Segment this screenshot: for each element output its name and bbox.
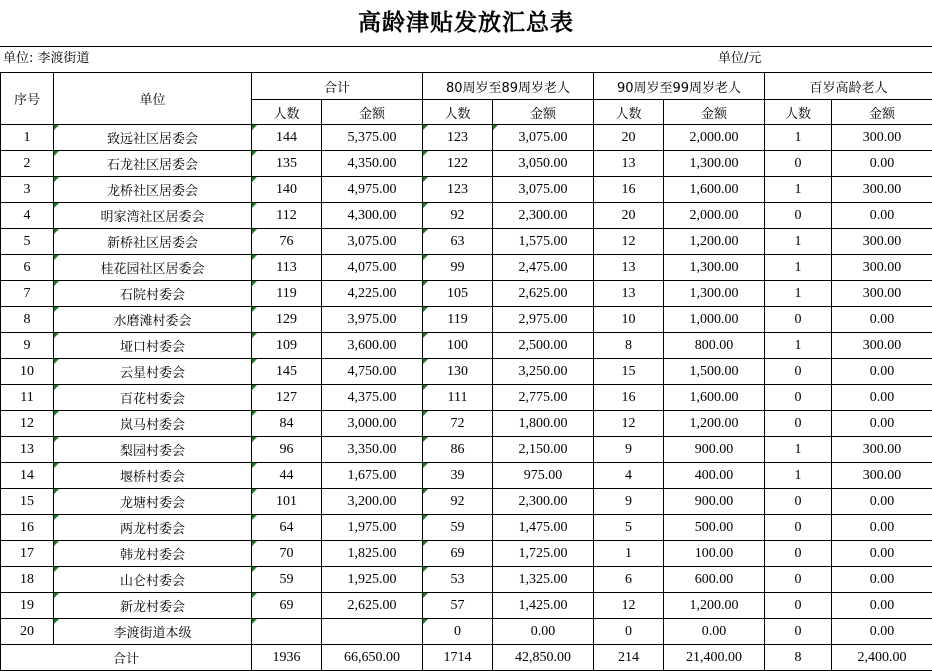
- cell-group90-persons[interactable]: 13: [594, 151, 664, 177]
- cell-group80-amount[interactable]: 3,250.00: [493, 359, 594, 385]
- cell-group90-amount[interactable]: 1,300.00: [664, 151, 765, 177]
- cell-total-persons[interactable]: 135: [252, 151, 322, 177]
- cell-group90-amount[interactable]: 500.00: [664, 515, 765, 541]
- cell-unit[interactable]: 百花村委会: [54, 385, 252, 411]
- cell-group80-amount[interactable]: 42,850.00: [493, 645, 594, 671]
- header-total[interactable]: 合计: [252, 73, 423, 100]
- header-group90[interactable]: 90周岁至99周岁老人: [594, 73, 765, 100]
- cell-seq[interactable]: 17: [1, 541, 54, 567]
- cell-group100-persons[interactable]: 1: [765, 463, 832, 489]
- cell-group100-amount[interactable]: 0.00: [832, 359, 932, 385]
- cell-group90-amount[interactable]: 1,600.00: [664, 177, 765, 203]
- cell-group90-persons[interactable]: 12: [594, 411, 664, 437]
- header-group80[interactable]: 80周岁至89周岁老人: [423, 73, 594, 100]
- table-row: [1, 125, 932, 151]
- cell-unit[interactable]: 石龙社区居委会: [54, 151, 252, 177]
- cell-group100-persons[interactable]: 0: [765, 385, 832, 411]
- cell-total-amount[interactable]: 4,300.00: [322, 203, 423, 229]
- cell-group90-amount[interactable]: 21,400.00: [664, 645, 765, 671]
- cell-group100-amount[interactable]: 0.00: [832, 307, 932, 333]
- cell-group100-amount[interactable]: 300.00: [832, 333, 932, 359]
- header-group100-amount[interactable]: 金额: [832, 100, 932, 125]
- cell-group100-persons[interactable]: 0: [765, 541, 832, 567]
- cell-group100-persons[interactable]: 8: [765, 645, 832, 671]
- cell-total-persons[interactable]: 69: [252, 593, 322, 619]
- table-row: [1, 281, 932, 307]
- cell-seq[interactable]: 10: [1, 359, 54, 385]
- cell-group100-persons[interactable]: 1: [765, 437, 832, 463]
- cell-group80-persons[interactable]: 123: [423, 125, 493, 151]
- cell-group80-amount[interactable]: 1,425.00: [493, 593, 594, 619]
- cell-group80-persons[interactable]: 111: [423, 385, 493, 411]
- cell-group90-amount[interactable]: 900.00: [664, 489, 765, 515]
- cell-group100-persons[interactable]: 1: [765, 255, 832, 281]
- cell-unit[interactable]: 致远社区居委会: [54, 125, 252, 151]
- cell-total-persons[interactable]: 119: [252, 281, 322, 307]
- header-group90-amount[interactable]: 金额: [664, 100, 765, 125]
- cell-group80-persons[interactable]: 99: [423, 255, 493, 281]
- cell-group80-persons[interactable]: 130: [423, 359, 493, 385]
- cell-unit[interactable]: 岚马村委会: [54, 411, 252, 437]
- cell-unit[interactable]: 新龙村委会: [54, 593, 252, 619]
- header-group100-persons[interactable]: 人数: [765, 100, 832, 125]
- table-row: [1, 177, 932, 203]
- cell-seq[interactable]: 9: [1, 333, 54, 359]
- cell-group90-amount[interactable]: 1,200.00: [664, 593, 765, 619]
- cell-seq[interactable]: 5: [1, 229, 54, 255]
- cell-group90-amount[interactable]: 600.00: [664, 567, 765, 593]
- cell-group100-amount[interactable]: 0.00: [832, 203, 932, 229]
- header-group100[interactable]: 百岁高龄老人: [765, 73, 932, 100]
- cell-total-persons[interactable]: 64: [252, 515, 322, 541]
- cell-total-persons[interactable]: 109: [252, 333, 322, 359]
- table-row: [1, 411, 932, 437]
- cell-group90-amount[interactable]: 1,200.00: [664, 411, 765, 437]
- cell-group90-persons[interactable]: 12: [594, 593, 664, 619]
- cell-group90-persons[interactable]: 1: [594, 541, 664, 567]
- cell-group90-persons[interactable]: 20: [594, 125, 664, 151]
- cell-seq[interactable]: 7: [1, 281, 54, 307]
- cell-group100-persons[interactable]: 0: [765, 567, 832, 593]
- cell-group100-amount[interactable]: 0.00: [832, 151, 932, 177]
- table-row: [1, 229, 932, 255]
- cell-total-amount[interactable]: 3,600.00: [322, 333, 423, 359]
- cell-group90-amount[interactable]: 2,000.00: [664, 203, 765, 229]
- cell-group90-amount[interactable]: 1,300.00: [664, 281, 765, 307]
- total-row: [1, 645, 932, 671]
- cell-group100-amount[interactable]: 0.00: [832, 541, 932, 567]
- cell-total-amount[interactable]: 4,375.00: [322, 385, 423, 411]
- cell-group90-persons[interactable]: 16: [594, 177, 664, 203]
- cell-seq[interactable]: 6: [1, 255, 54, 281]
- cell-unit[interactable]: 梨园村委会: [54, 437, 252, 463]
- cell-group80-persons[interactable]: 119: [423, 307, 493, 333]
- cell-seq[interactable]: 11: [1, 385, 54, 411]
- cell-group80-persons[interactable]: 63: [423, 229, 493, 255]
- cell-group90-amount[interactable]: 800.00: [664, 333, 765, 359]
- header-total-amount[interactable]: 金额: [322, 100, 423, 125]
- cell-seq[interactable]: 4: [1, 203, 54, 229]
- header-unit[interactable]: 单位: [54, 73, 252, 125]
- cell-total-amount[interactable]: 4,075.00: [322, 255, 423, 281]
- cell-group80-amount[interactable]: 2,475.00: [493, 255, 594, 281]
- cell-total-amount[interactable]: 3,075.00: [322, 229, 423, 255]
- cell-total-persons[interactable]: 101: [252, 489, 322, 515]
- cell-group80-amount[interactable]: 1,325.00: [493, 567, 594, 593]
- cell-group90-persons[interactable]: 6: [594, 567, 664, 593]
- cell-group80-persons[interactable]: 72: [423, 411, 493, 437]
- cell-group100-amount[interactable]: 300.00: [832, 281, 932, 307]
- table-row: [1, 307, 932, 333]
- cell-unit[interactable]: 龙塘村委会: [54, 489, 252, 515]
- table-row: [1, 333, 932, 359]
- table-row: [1, 541, 932, 567]
- cell-group100-persons[interactable]: 0: [765, 515, 832, 541]
- unit-label-right: 单位/元: [718, 51, 762, 66]
- cell-group80-amount[interactable]: 2,300.00: [493, 489, 594, 515]
- table-row: [1, 593, 932, 619]
- cell-unit[interactable]: 水磨滩村委会: [54, 307, 252, 333]
- cell-group100-persons[interactable]: 1: [765, 281, 832, 307]
- cell-group90-amount[interactable]: 1,300.00: [664, 255, 765, 281]
- cell-group90-amount[interactable]: 400.00: [664, 463, 765, 489]
- cell-group90-persons[interactable]: 20: [594, 203, 664, 229]
- cell-group100-persons[interactable]: 0: [765, 619, 832, 645]
- cell-group100-amount[interactable]: 0.00: [832, 567, 932, 593]
- cell-group80-persons[interactable]: 122: [423, 151, 493, 177]
- cell-group90-amount[interactable]: 100.00: [664, 541, 765, 567]
- cell-group80-amount[interactable]: 1,575.00: [493, 229, 594, 255]
- cell-unit[interactable]: 新桥社区居委会: [54, 229, 252, 255]
- cell-total-amount[interactable]: 1,675.00: [322, 463, 423, 489]
- cell-seq[interactable]: 15: [1, 489, 54, 515]
- table-row: [1, 359, 932, 385]
- cell-total-persons[interactable]: 84: [252, 411, 322, 437]
- cell-total-amount[interactable]: 1,925.00: [322, 567, 423, 593]
- cell-group80-amount[interactable]: 3,050.00: [493, 151, 594, 177]
- cell-total-persons[interactable]: 1936: [252, 645, 322, 671]
- cell-group100-amount[interactable]: 2,400.00: [832, 645, 932, 671]
- cell-total-amount[interactable]: 5,375.00: [322, 125, 423, 151]
- cell-group80-amount[interactable]: 1,475.00: [493, 515, 594, 541]
- cell-group80-amount[interactable]: 1,800.00: [493, 411, 594, 437]
- cell-group80-persons[interactable]: 59: [423, 515, 493, 541]
- cell-seq[interactable]: 16: [1, 515, 54, 541]
- header-group80-amount[interactable]: 金额: [493, 100, 594, 125]
- table-row: [1, 203, 932, 229]
- cell-group80-persons[interactable]: 57: [423, 593, 493, 619]
- cell-unit[interactable]: 龙桥社区居委会: [54, 177, 252, 203]
- cell-seq[interactable]: 2: [1, 151, 54, 177]
- cell-group90-amount[interactable]: 0.00: [664, 619, 765, 645]
- cell-group80-amount[interactable]: 3,075.00: [493, 125, 594, 151]
- table-row: [1, 437, 932, 463]
- cell-total-amount[interactable]: 4,350.00: [322, 151, 423, 177]
- cell-group100-persons[interactable]: 0: [765, 411, 832, 437]
- cell-group100-amount[interactable]: 300.00: [832, 177, 932, 203]
- cell-seq[interactable]: 14: [1, 463, 54, 489]
- cell-total-persons[interactable]: 59: [252, 567, 322, 593]
- cell-total-persons[interactable]: 127: [252, 385, 322, 411]
- cell-group100-persons[interactable]: 0: [765, 203, 832, 229]
- cell-group100-amount[interactable]: 300.00: [832, 255, 932, 281]
- cell-group90-persons[interactable]: 8: [594, 333, 664, 359]
- cell-group100-persons[interactable]: 0: [765, 307, 832, 333]
- cell-group90-persons[interactable]: 15: [594, 359, 664, 385]
- cell-total-amount[interactable]: 1,825.00: [322, 541, 423, 567]
- cell-group90-persons[interactable]: 4: [594, 463, 664, 489]
- cell-group80-persons[interactable]: 86: [423, 437, 493, 463]
- header-group80-persons[interactable]: 人数: [423, 100, 493, 125]
- cell-unit[interactable]: 桂花园社区居委会: [54, 255, 252, 281]
- table-row: [1, 255, 932, 281]
- cell-group80-persons[interactable]: 53: [423, 567, 493, 593]
- cell-total-persons[interactable]: 70: [252, 541, 322, 567]
- cell-group100-persons[interactable]: 1: [765, 125, 832, 151]
- cell-group100-persons[interactable]: 0: [765, 359, 832, 385]
- cell-seq[interactable]: 1: [1, 125, 54, 151]
- cell-total-amount[interactable]: 3,200.00: [322, 489, 423, 515]
- cell-group100-amount[interactable]: 0.00: [832, 411, 932, 437]
- cell-group80-persons[interactable]: 92: [423, 203, 493, 229]
- cell-total-persons[interactable]: 145: [252, 359, 322, 385]
- cell-group80-amount[interactable]: 3,075.00: [493, 177, 594, 203]
- cell-group80-amount[interactable]: 1,725.00: [493, 541, 594, 567]
- cell-total-label[interactable]: 合计: [1, 645, 252, 671]
- cell-unit[interactable]: 李渡街道本级: [54, 619, 252, 645]
- table-row: [1, 619, 932, 645]
- cell-group90-amount[interactable]: 1,000.00: [664, 307, 765, 333]
- cell-seq[interactable]: 20: [1, 619, 54, 645]
- cell-group90-persons[interactable]: 13: [594, 281, 664, 307]
- table-row: [1, 567, 932, 593]
- cell-group90-persons[interactable]: 214: [594, 645, 664, 671]
- cell-group90-amount[interactable]: 1,500.00: [664, 359, 765, 385]
- cell-group80-persons[interactable]: 39: [423, 463, 493, 489]
- cell-total-amount[interactable]: 3,975.00: [322, 307, 423, 333]
- cell-group80-persons[interactable]: 69: [423, 541, 493, 567]
- cell-unit[interactable]: 山仑村委会: [54, 567, 252, 593]
- cell-total-amount[interactable]: 3,000.00: [322, 411, 423, 437]
- cell-group90-amount[interactable]: 1,600.00: [664, 385, 765, 411]
- cell-group80-amount[interactable]: 2,625.00: [493, 281, 594, 307]
- unit-label-left: 单位: 李渡街道: [3, 51, 90, 66]
- cell-group90-amount[interactable]: 1,200.00: [664, 229, 765, 255]
- cell-group100-persons[interactable]: 0: [765, 489, 832, 515]
- cell-group80-persons[interactable]: 92: [423, 489, 493, 515]
- header-seq[interactable]: 序号: [1, 73, 54, 125]
- cell-group80-amount[interactable]: 2,500.00: [493, 333, 594, 359]
- cell-group90-amount[interactable]: 900.00: [664, 437, 765, 463]
- cell-unit[interactable]: 两龙村委会: [54, 515, 252, 541]
- cell-group90-persons[interactable]: 16: [594, 385, 664, 411]
- cell-total-persons[interactable]: 113: [252, 255, 322, 281]
- cell-total-amount[interactable]: 66,650.00: [322, 645, 423, 671]
- cell-group100-amount[interactable]: 0.00: [832, 385, 932, 411]
- cell-group100-amount[interactable]: 300.00: [832, 463, 932, 489]
- cell-total-amount[interactable]: 4,225.00: [322, 281, 423, 307]
- cell-seq[interactable]: 13: [1, 437, 54, 463]
- sheet-title: 高龄津贴发放汇总表: [0, 0, 932, 47]
- cell-total-amount[interactable]: 3,350.00: [322, 437, 423, 463]
- cell-group80-amount[interactable]: 0.00: [493, 619, 594, 645]
- cell-seq[interactable]: 8: [1, 307, 54, 333]
- cell-group100-amount[interactable]: 0.00: [832, 593, 932, 619]
- table-row: [1, 489, 932, 515]
- cell-group100-amount[interactable]: 300.00: [832, 125, 932, 151]
- cell-group80-amount[interactable]: 975.00: [493, 463, 594, 489]
- cell-group80-amount[interactable]: 2,150.00: [493, 437, 594, 463]
- cell-total-persons[interactable]: 129: [252, 307, 322, 333]
- cell-group80-amount[interactable]: 2,300.00: [493, 203, 594, 229]
- table-row: [1, 385, 932, 411]
- cell-seq[interactable]: 18: [1, 567, 54, 593]
- cell-total-persons[interactable]: 140: [252, 177, 322, 203]
- cell-group80-persons[interactable]: 100: [423, 333, 493, 359]
- table-row: [1, 463, 932, 489]
- cell-group90-persons[interactable]: 12: [594, 229, 664, 255]
- header-total-persons[interactable]: 人数: [252, 100, 322, 125]
- cell-group90-persons[interactable]: 0: [594, 619, 664, 645]
- cell-group100-amount[interactable]: 0.00: [832, 489, 932, 515]
- cell-unit[interactable]: 堰桥村委会: [54, 463, 252, 489]
- cell-group90-persons[interactable]: 10: [594, 307, 664, 333]
- cell-total-amount[interactable]: 4,975.00: [322, 177, 423, 203]
- cell-unit[interactable]: 云星村委会: [54, 359, 252, 385]
- cell-group100-persons[interactable]: 0: [765, 151, 832, 177]
- cell-total-amount[interactable]: 4,750.00: [322, 359, 423, 385]
- cell-group80-persons[interactable]: 1714: [423, 645, 493, 671]
- cell-total-amount[interactable]: [322, 619, 423, 645]
- cell-group90-persons[interactable]: 5: [594, 515, 664, 541]
- cell-group100-amount[interactable]: 300.00: [832, 437, 932, 463]
- cell-group100-amount[interactable]: 0.00: [832, 515, 932, 541]
- cell-group100-amount[interactable]: 300.00: [832, 229, 932, 255]
- cell-total-persons[interactable]: 44: [252, 463, 322, 489]
- cell-total-persons[interactable]: 144: [252, 125, 322, 151]
- cell-total-persons[interactable]: 76: [252, 229, 322, 255]
- cell-group80-persons[interactable]: 123: [423, 177, 493, 203]
- cell-group80-persons[interactable]: 105: [423, 281, 493, 307]
- cell-total-persons[interactable]: 96: [252, 437, 322, 463]
- subsidy-table: [0, 72, 932, 671]
- header-group90-persons[interactable]: 人数: [594, 100, 664, 125]
- cell-group100-persons[interactable]: 1: [765, 333, 832, 359]
- cell-group90-persons[interactable]: 9: [594, 489, 664, 515]
- cell-total-persons[interactable]: 112: [252, 203, 322, 229]
- cell-group100-amount[interactable]: 0.00: [832, 619, 932, 645]
- table-row: [1, 151, 932, 177]
- cell-seq[interactable]: 19: [1, 593, 54, 619]
- cell-total-amount[interactable]: 2,625.00: [322, 593, 423, 619]
- cell-group80-amount[interactable]: 2,775.00: [493, 385, 594, 411]
- cell-group90-amount[interactable]: 2,000.00: [664, 125, 765, 151]
- cell-group100-persons[interactable]: 1: [765, 177, 832, 203]
- cell-group100-persons[interactable]: 1: [765, 229, 832, 255]
- cell-group90-persons[interactable]: 13: [594, 255, 664, 281]
- cell-group90-persons[interactable]: 9: [594, 437, 664, 463]
- cell-unit[interactable]: 石院村委会: [54, 281, 252, 307]
- cell-group100-persons[interactable]: 0: [765, 593, 832, 619]
- table-row: [1, 515, 932, 541]
- cell-group80-persons[interactable]: 0: [423, 619, 493, 645]
- cell-unit[interactable]: 明家湾社区居委会: [54, 203, 252, 229]
- cell-group80-amount[interactable]: 2,975.00: [493, 307, 594, 333]
- cell-unit[interactable]: 垭口村委会: [54, 333, 252, 359]
- cell-total-persons[interactable]: [252, 619, 322, 645]
- cell-unit[interactable]: 韩龙村委会: [54, 541, 252, 567]
- cell-total-amount[interactable]: 1,975.00: [322, 515, 423, 541]
- cell-seq[interactable]: 3: [1, 177, 54, 203]
- cell-seq[interactable]: 12: [1, 411, 54, 437]
